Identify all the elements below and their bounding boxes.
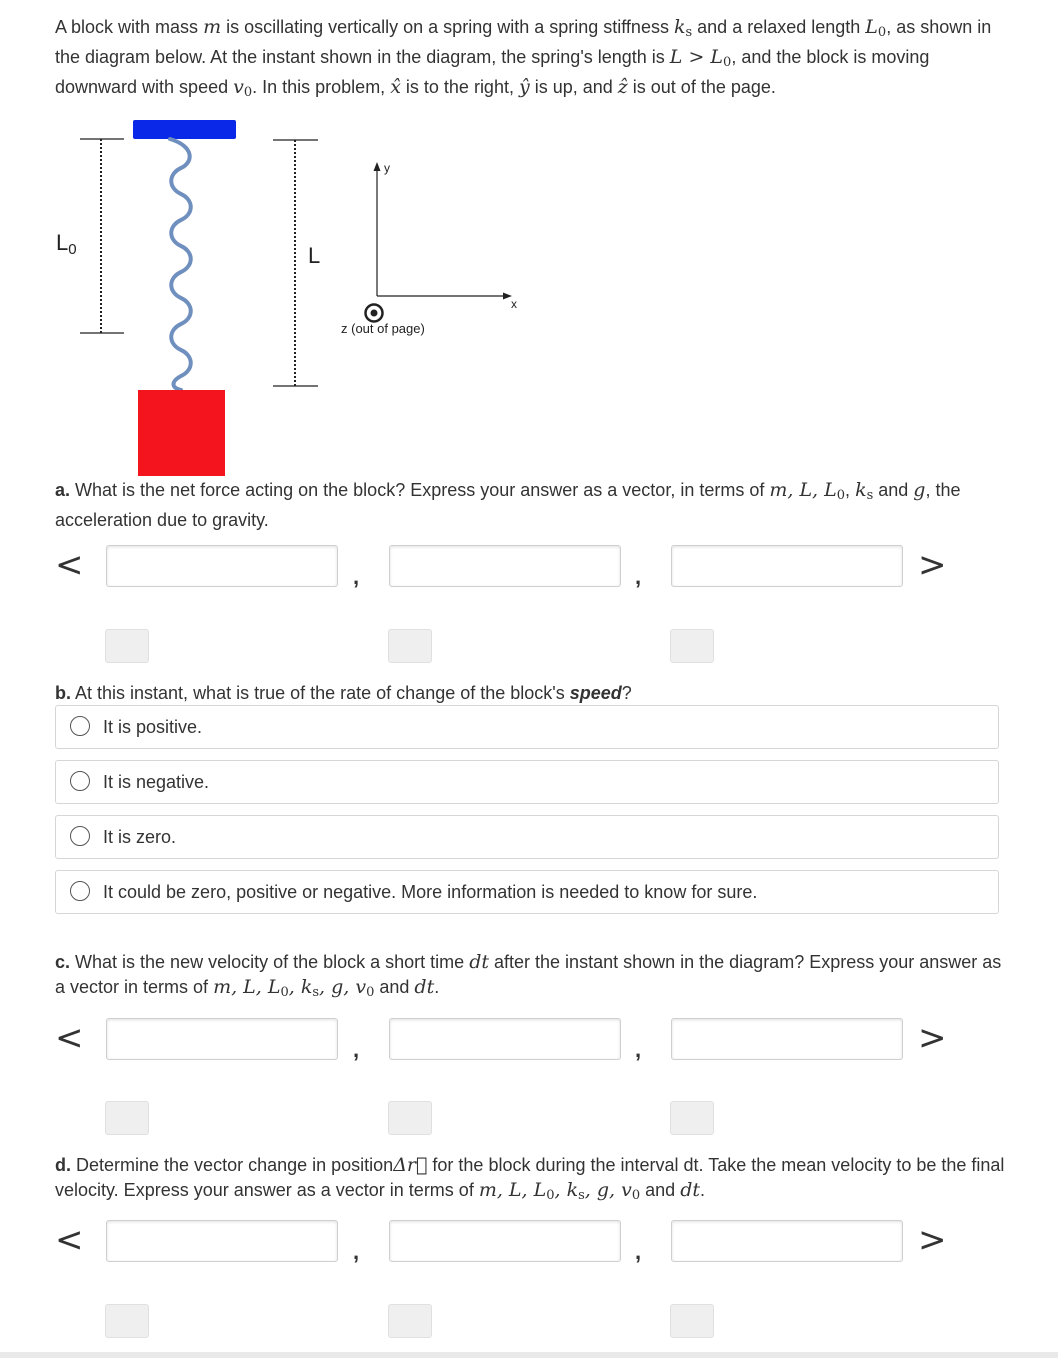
choice-label: It is positive. bbox=[103, 717, 203, 737]
axis-label-x: x bbox=[511, 297, 517, 311]
math-m: m bbox=[203, 16, 222, 38]
answer-a-y-input[interactable] bbox=[389, 545, 621, 587]
answer-preview-a-x bbox=[105, 629, 149, 663]
answer-preview-c-x bbox=[105, 1101, 149, 1135]
intro-text: A block with mass bbox=[55, 17, 204, 37]
intro-text: , as shown in the diagram below. At the instant shown in the diagram, the spring's length is bbox=[55, 17, 992, 67]
math-ks: $k_s$ bbox=[673, 16, 693, 40]
problem-intro bbox=[55, 15, 1005, 105]
math-dt: dt bbox=[414, 976, 435, 998]
choice-option[interactable] bbox=[55, 870, 999, 914]
vector-separator: , bbox=[635, 1037, 642, 1062]
question-text: At this instant, what is true of the rate of change of the block's bbox=[71, 683, 570, 703]
intro-text: is to the right, bbox=[400, 77, 519, 97]
math-dt: dt bbox=[680, 1179, 700, 1201]
question-text: , bbox=[845, 480, 856, 500]
question-b bbox=[55, 681, 1005, 706]
vector-open-bracket: < bbox=[55, 1018, 84, 1058]
answer-d-x-input[interactable] bbox=[106, 1220, 338, 1262]
choice-label: It is zero. bbox=[103, 827, 177, 847]
answer-c-x-input[interactable] bbox=[106, 1018, 338, 1060]
question-label-a: a. bbox=[55, 480, 71, 500]
question-text: ? bbox=[621, 683, 632, 703]
answer-preview-c-z bbox=[670, 1101, 714, 1135]
math-inequality: $L > L_0$ bbox=[669, 46, 732, 70]
intro-text: is out of the page. bbox=[627, 77, 776, 97]
answer-preview-d-y bbox=[388, 1304, 432, 1338]
intro-text: is up, and bbox=[529, 77, 618, 97]
axis-label-z: z (out of page) bbox=[341, 321, 425, 336]
answer-c-z-input[interactable] bbox=[671, 1018, 903, 1060]
mass-block bbox=[138, 390, 225, 476]
label-L0: L0 bbox=[56, 230, 77, 258]
vector-separator: , bbox=[635, 1239, 642, 1264]
coordinate-axes bbox=[341, 161, 517, 336]
question-text: Determine the vector change in position bbox=[71, 1155, 394, 1175]
question-text: What is the net force acting on the block? Express your answer as a vector, in terms of bbox=[70, 480, 770, 500]
question-text: and bbox=[374, 977, 415, 997]
question-text: . bbox=[434, 977, 440, 997]
question-text: . bbox=[700, 1180, 706, 1200]
question-d bbox=[55, 1153, 1005, 1208]
relaxed-length-marker bbox=[56, 139, 124, 333]
question-a bbox=[55, 478, 1005, 533]
axis-label-y: y bbox=[384, 161, 390, 175]
intro-text: . In this problem, bbox=[252, 77, 391, 97]
radio-button[interactable] bbox=[70, 881, 90, 901]
answer-d-y-input[interactable] bbox=[389, 1220, 621, 1262]
vector-open-bracket: < bbox=[55, 545, 84, 585]
question-label-c: c. bbox=[55, 952, 71, 972]
emphasis-speed: speed bbox=[569, 683, 622, 703]
question-text: after the instant shown in the diagram? Express your answer as a vector in terms of bbox=[55, 952, 1002, 997]
question-label-b: b. bbox=[55, 683, 71, 703]
math-vars: m, L, $L_0$, $k_s$, g, $v_0$ bbox=[478, 1179, 641, 1203]
answer-preview-d-x bbox=[105, 1304, 149, 1338]
stretched-length-marker bbox=[273, 140, 320, 386]
radio-button[interactable] bbox=[70, 716, 90, 736]
choice-option[interactable] bbox=[55, 815, 999, 859]
y-arrowhead-icon bbox=[374, 162, 381, 171]
question-text: What is the new velocity of the block a short time bbox=[70, 952, 470, 972]
intro-text: and a relaxed length bbox=[692, 17, 866, 37]
question-text: for the block during the interval dt. Take the mean velocity to be the final velocity. Express your answer as a vector in terms of bbox=[55, 1155, 1005, 1200]
vector-separator: , bbox=[353, 1239, 360, 1264]
math-vars: m, L, $L_0$, $k_s$, g, $v_0$ bbox=[213, 976, 375, 1000]
answer-preview-c-y bbox=[388, 1101, 432, 1135]
page-bottom-bar bbox=[0, 1352, 1058, 1358]
spring bbox=[170, 139, 191, 390]
question-label-d: d. bbox=[55, 1155, 71, 1175]
answer-c-y-input[interactable] bbox=[389, 1018, 621, 1060]
math-delta-r: Δr⃗ bbox=[393, 1154, 428, 1176]
question-text: and bbox=[873, 480, 914, 500]
answer-preview-d-z bbox=[670, 1304, 714, 1338]
choice-option[interactable] bbox=[55, 760, 999, 804]
math-yhat: ŷ bbox=[518, 76, 530, 98]
question-text: , the acceleration due to gravity. bbox=[55, 480, 961, 530]
vector-close-bracket: > bbox=[918, 1220, 947, 1260]
vector-separator: , bbox=[353, 1037, 360, 1062]
label-L: L bbox=[308, 243, 321, 268]
choice-label: It could be zero, positive or negative. More information is needed to know for sure. bbox=[103, 882, 758, 902]
math-xhat: x̂ bbox=[390, 76, 401, 98]
math-ks: $k_s$ bbox=[855, 479, 874, 503]
vector-separator: , bbox=[635, 564, 642, 589]
answer-a-z-input[interactable] bbox=[671, 545, 903, 587]
answer-a-x-input[interactable] bbox=[106, 545, 338, 587]
math-L0: $L_0$ bbox=[865, 16, 887, 40]
choice-label: It is negative. bbox=[103, 772, 210, 792]
math-vars: m, L, $L_0$ bbox=[769, 479, 846, 503]
intro-text: is oscillating vertically on a spring with a spring stiffness bbox=[221, 17, 674, 37]
question-text: and bbox=[640, 1180, 681, 1200]
math-dt: dt bbox=[469, 951, 490, 973]
vector-separator: , bbox=[353, 564, 360, 589]
radio-button[interactable] bbox=[70, 771, 90, 791]
choice-option[interactable] bbox=[55, 705, 999, 749]
answer-d-z-input[interactable] bbox=[671, 1220, 903, 1262]
math-g: g bbox=[913, 479, 926, 501]
spring-block-diagram bbox=[0, 110, 560, 480]
answer-preview-a-z bbox=[670, 629, 714, 663]
radio-button[interactable] bbox=[70, 826, 90, 846]
ceiling bbox=[133, 120, 236, 139]
answer-preview-a-y bbox=[388, 629, 432, 663]
intro-text: , and the block is moving downward with speed bbox=[55, 47, 930, 97]
math-v0: $v_0$ bbox=[233, 76, 253, 100]
vector-close-bracket: > bbox=[918, 545, 947, 585]
math-zhat: ẑ bbox=[617, 76, 628, 98]
question-c bbox=[55, 950, 1005, 1005]
vector-open-bracket: < bbox=[55, 1220, 84, 1260]
vector-close-bracket: > bbox=[918, 1018, 947, 1058]
